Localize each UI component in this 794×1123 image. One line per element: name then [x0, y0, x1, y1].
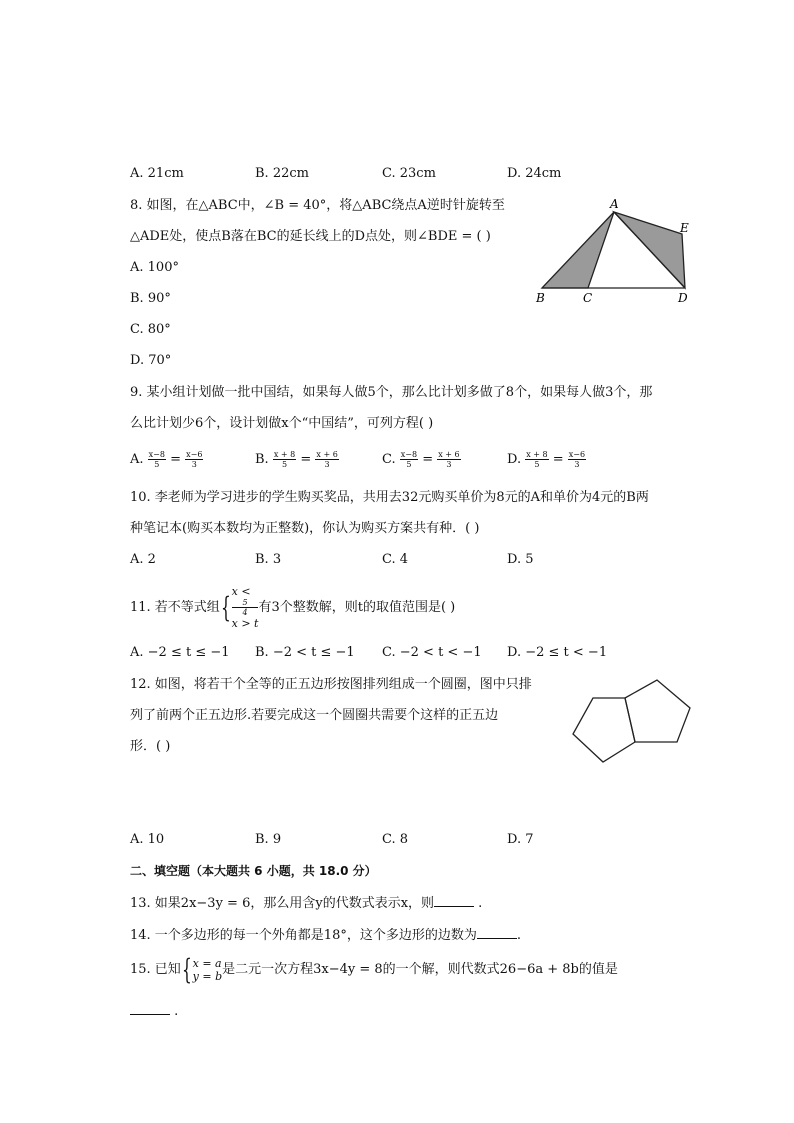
answer-blank[interactable]	[130, 1000, 170, 1015]
q12-option-a: A. 10	[130, 832, 165, 847]
q9-option-b: B. $\frac{x + 8}{5}$ = $\frac{x + 6}{3}$	[255, 450, 338, 469]
label-c: C	[583, 291, 593, 305]
pentagon-right	[625, 680, 690, 742]
q11-options	[130, 643, 650, 663]
label-d: D	[678, 291, 688, 305]
q8-option-d: D. 70°	[130, 353, 172, 368]
q11-option-d: D. −2 ≤ t < −1	[507, 645, 608, 660]
label-b: B	[536, 291, 545, 305]
left-brace: {	[181, 952, 192, 986]
q15-equation-system: x = a y = b	[192, 956, 223, 983]
q9-option-a: A. $\frac{x-8}{5}$ = $\frac{x-6}{3}$	[130, 450, 203, 469]
q15-answer-line: .	[130, 1000, 178, 1022]
q8-stem-line1: 8. 如图，在△ABC中，∠B = 40°，将△ABC绕点A逆时针旋转至	[130, 198, 505, 213]
q7-options	[130, 164, 650, 184]
q11-stem: 11. 若不等式组{ x < 5 4 x > t 有3个整数解，则t的取值范围是( )	[130, 585, 456, 630]
q7-option-b: B. 22cm	[255, 166, 309, 181]
q11-option-a: A. −2 ≤ t ≤ −1	[130, 645, 230, 660]
q9-options	[130, 450, 650, 470]
q8-option-c: C. 80°	[130, 322, 171, 337]
q10-stem-line1: 10. 李老师为学习进步的学生购买奖品，共用去32元购买单价为8元的A和单价为4元的B两	[130, 490, 649, 505]
q10-stem-line2: 种笔记本(购买本数均为正整数)，你认为购买方案共有种．( )	[130, 521, 480, 536]
q7-option-a: A. 21cm	[130, 166, 184, 181]
pentagon-left	[573, 698, 635, 762]
answer-blank[interactable]	[477, 924, 517, 939]
q12-pentagons-figure	[565, 672, 700, 768]
q14-stem: 14. 一个多边形的每一个外角都是18°，这个多边形的边数为 .	[130, 924, 521, 946]
q9-option-d: D. $\frac{x + 8}{5}$ = $\frac{x-6}{3}$	[507, 450, 586, 469]
shaded-triangle-abc	[542, 212, 614, 288]
label-e: E	[680, 221, 689, 235]
q11-option-b: B. −2 < t ≤ −1	[255, 645, 355, 660]
q12-stem-line3: 形．( )	[130, 739, 171, 754]
answer-blank[interactable]	[434, 892, 474, 907]
q10-option-b: B. 3	[255, 552, 282, 567]
q12-stem-line2: 列了前两个正五边形.若要完成这一个圆圈共需要个这样的正五边	[130, 708, 499, 723]
q10-option-a: A. 2	[130, 552, 156, 567]
q13-stem: 13. 如果2x−3y = 6，那么用含y的代数式表示x，则 .	[130, 892, 482, 914]
q7-option-c: C. 23cm	[382, 166, 436, 181]
q12-stem-line1: 12. 如图，将若干个全等的正五边形按图排列组成一个圆圈，图中只排	[130, 677, 532, 692]
q12-option-c: C. 8	[382, 832, 409, 847]
q7-option-d: D. 24cm	[507, 166, 562, 181]
label-a: A	[610, 197, 619, 211]
q8-stem-line2: △ADE处，使点B落在BC的延长线上的D点处，则∠BDE = ( )	[130, 229, 491, 244]
q12-option-d: D. 7	[507, 832, 534, 847]
q10-option-c: C. 4	[382, 552, 409, 567]
q10-options	[130, 550, 650, 570]
q8-option-a: A. 100°	[130, 260, 179, 275]
q10-option-d: D. 5	[507, 552, 534, 567]
q11-inequality-system: x < 5 4 x > t	[231, 585, 259, 630]
q9-stem-line2: 么比计划少6个，设计划做x个“中国结”，可列方程( )	[130, 416, 434, 431]
q15-stem: 15. 已知{ x = a y = b 是二元一次方程3x−4y = 8的一个解，则代数式26−6a + 8b的值是	[130, 952, 618, 986]
q8-option-b: B. 90°	[130, 291, 171, 306]
q11-option-c: C. −2 < t < −1	[382, 645, 482, 660]
q9-stem-line1: 9. 某小组计划做一批中国结，如果每人做5个，那么比计划多做了8个，如果每人做3个，那	[130, 385, 653, 400]
q8-triangle-figure	[530, 196, 700, 311]
q9-option-c: C. $\frac{x-8}{5}$ = $\frac{x + 6}{3}$	[382, 450, 460, 469]
q12-option-b: B. 9	[255, 832, 282, 847]
left-brace: {	[220, 590, 231, 624]
section-fill-in-title: 二、填空题（本大题共 6 小题，共 18.0 分）	[130, 864, 377, 878]
q12-options	[130, 830, 650, 850]
